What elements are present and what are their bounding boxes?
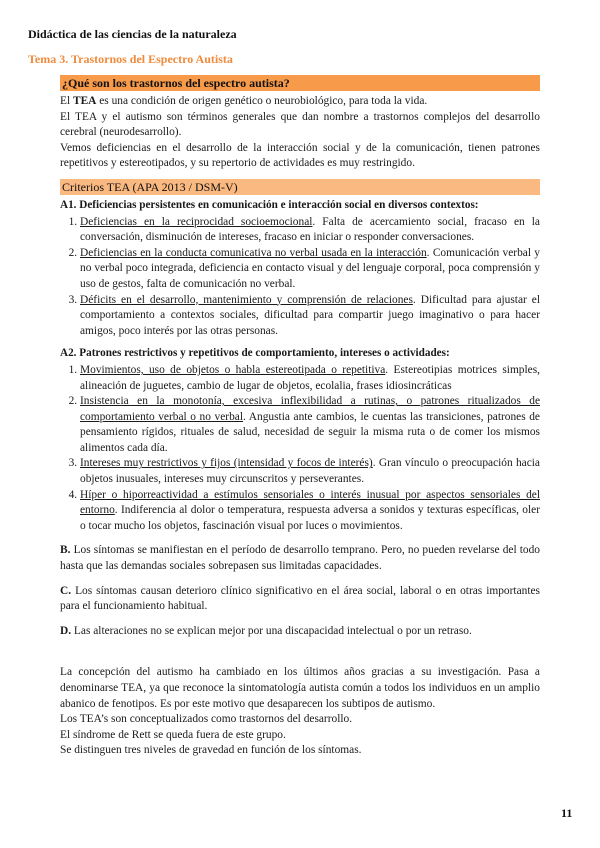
item-description: . Dificultad para ajustar el comportamiento a contextos sociales, dificultad para compartir juego imaginativo o para hacer amigos, poco interés por las otras personas. [80, 293, 540, 337]
list-item [80, 293, 540, 340]
criterion-c-text: Los síntomas causan deterioro clínico significativo en el área social, laboral o en otras importantes para el funcionamiento habitual. [60, 584, 540, 613]
criterion-b-label: B. [60, 544, 71, 557]
criterion-a1-title: A1. Deficiencias persistentes en comunicación e interacción social en diversos contextos: [60, 198, 479, 211]
topic-title: Tema 3. Trastornos del Espectro Autista [28, 52, 233, 66]
section-heading-criteria: Criterios TEA (APA 2013 / DSM-V) [60, 179, 540, 195]
list-item [80, 363, 540, 394]
list-item [80, 246, 540, 293]
item-description: . Gran vínculo o preocupación hacia objetos inusuales, intereses muy circunscritos y perseverantes. [80, 457, 540, 486]
criterion-c-label: C. [60, 584, 72, 597]
criterion-a1-list [60, 215, 540, 340]
paragraph-deficiencies: Vemos deficiencias en el desarrollo de la interacción social y de la comunicación, tienen patrones repetitivos y estereotipados, y su repertorio de actividades es muy restringido. [60, 141, 540, 170]
item-key-phrase: Intereses muy restrictivos y fijos (intensidad y focos de interés) [80, 457, 373, 470]
text-prefix: El [60, 95, 73, 107]
criterion-a2-list [60, 363, 540, 535]
criterion-a2-title: A2. Patrones restrictivos y repetitivos de comportamiento, intereses o actividades: [60, 347, 450, 360]
criterion-b [60, 543, 540, 574]
paragraph-tea-terms: El TEA y el autismo son términos generales que dan nombre a trastornos complejos del desarrollo cerebral (neurodesarrollo). [60, 110, 540, 139]
text-rest: es una condición de origen genético o neurobiológico, para toda la vida. [96, 95, 428, 107]
page-content [60, 75, 540, 759]
criterion-b-text: Los síntomas se manifiestan en el período de desarrollo temprano. Pero, no pueden revelarse del todo hasta que las demandas sociales sobrepasen sus limitadas capacidades. [60, 544, 540, 573]
item-key-phrase: Déficits en el desarrollo, mantenimiento y comprensión de relaciones [80, 293, 413, 306]
item-key-phrase: Deficiencias en la conducta comunicativa no verbal usada en la interacción [80, 246, 427, 259]
document-title: Didáctica de las ciencias de la naturaleza [28, 27, 237, 41]
item-description: . Estereotipias motrices simples, alineación de juguetes, cambio de lugar de objetos, ecolalia, frases idiosincráticas [80, 363, 540, 392]
list-item [80, 456, 540, 487]
paragraph-rett-syndrome: El síndrome de Rett se queda fuera de este grupo. [60, 728, 286, 741]
paragraph-autism-conception: La concepción del autismo ha cambiado en los últimos años gracias a su investigación. Pasa a denominarse TEA, ya que reconoce la sintomatología autista común a todos los individuos en un amplio abanico de fenotipos. Es por este motivo que desaparecen los subtipos de autismo. [60, 666, 540, 710]
item-key-phrase: Insistencia en la monotonía, excesiva inflexibilidad a rutinas, o patrones ritualizados de comportamiento verbal o no verbal [80, 395, 540, 423]
list-item [80, 215, 540, 246]
item-key-phrase: Híper o hiporreactividad a estímulos sensoriales o interés inusual por aspectos sensoriales del entorno [80, 488, 540, 517]
item-description: . Indiferencia al dolor o temperatura, respuesta adversa a sonidos y texturas específicas, oler o tocar mucho los objetos, fascinación visual por luces o movimientos. [80, 504, 540, 532]
item-key-phrase: Deficiencias en la reciprocidad socioemocional [80, 215, 313, 228]
criterion-d [60, 624, 540, 640]
criterion-d-text: Las alteraciones no se explican mejor por una discapacidad intelectual o por un retraso. [71, 624, 472, 637]
paragraph-tea-definition [60, 94, 540, 110]
item-key-phrase: Movimientos, uso de objetos o habla estereotipada o repetitiva [80, 363, 386, 376]
criterion-c [60, 584, 540, 615]
list-item [80, 488, 540, 535]
list-item [80, 394, 540, 456]
paragraph-severity-levels: Se distinguen tres niveles de gravedad en función de los síntomas. [60, 744, 362, 757]
term-tea: TEA [72, 95, 97, 107]
item-description: . Falta de acercamiento social, fracaso en la conversación, disminución de intereses, fracaso en iniciar o responder conversaciones. [80, 215, 540, 244]
criterion-d-label: D. [60, 624, 72, 637]
section-heading-what-is-tea: ¿Qué son los trastornos del espectro autista? [60, 75, 540, 91]
item-description: . Comunicación verbal y no verbal poco integrada, deficiencia en contacto visual y del lenguaje corporal, poca comprensión y uso de gestos, falta de comunicación no verbal. [80, 246, 540, 290]
item-description: . Angustia ante cambios, le cuentas las transiciones, patrones de pensamiento rígidos, rituales de salud, necesidad de seguir la misma ruta o de comer los mismos alimentos cada día. [80, 410, 540, 454]
paragraph-tea-conceptualized: Los TEA’s son conceptualizados como trastornos del desarrollo. [60, 713, 353, 726]
page-number: 11 [561, 806, 573, 820]
